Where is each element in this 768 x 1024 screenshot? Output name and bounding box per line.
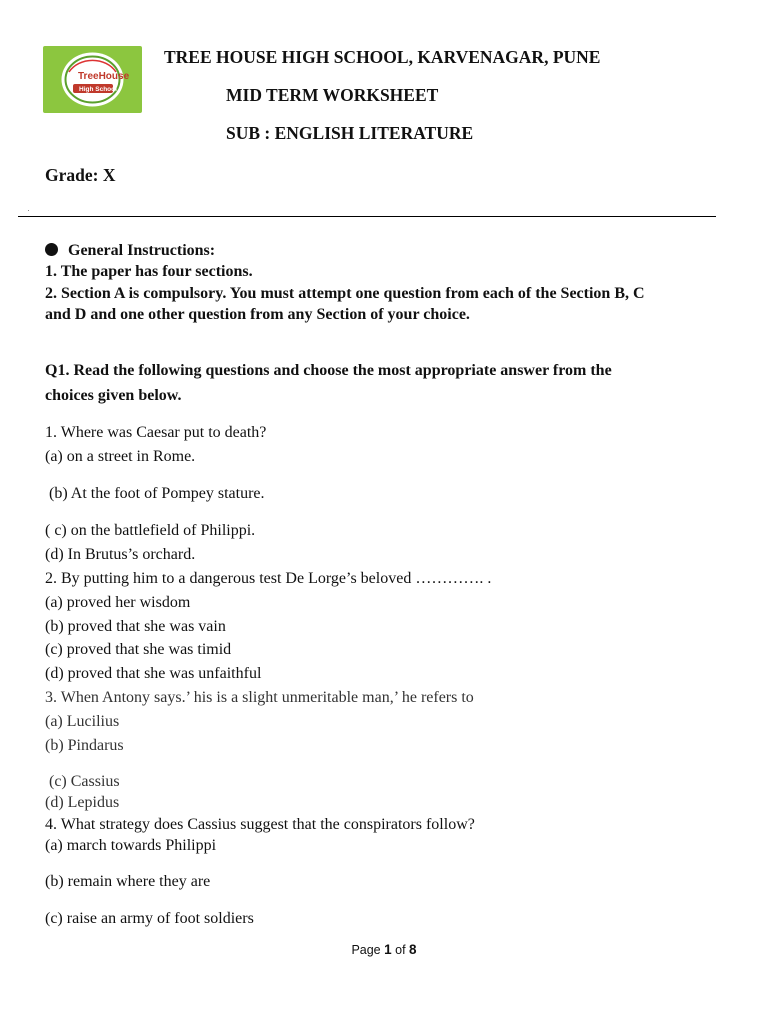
instruction-line: and D and one other question from any Section of your choice. <box>45 306 470 323</box>
question-text: 2. By putting him to a dangerous test De Lorge’s beloved …………. . <box>45 570 492 587</box>
header-divider <box>18 216 716 217</box>
current-page: 1 <box>384 942 392 957</box>
option-text: (d) In Brutus’s orchard. <box>45 546 196 563</box>
treehouse-logo-icon <box>43 46 142 113</box>
option-text: ( c) on the battlefield of Philippi. <box>45 522 256 539</box>
option-text: (c) raise an army of foot soldiers <box>45 910 254 927</box>
question-heading: choices given below. <box>45 387 182 404</box>
logo-subtitle: High School <box>79 86 117 93</box>
total-pages: 8 <box>409 942 417 957</box>
instruction-line: 1. The paper has four sections. <box>45 263 253 280</box>
option-text: (b) remain where they are <box>45 873 211 890</box>
instructions-heading-text: General Instructions: <box>68 242 216 259</box>
question-heading: Q1. Read the following questions and choose the most appropriate answer from the <box>45 362 612 379</box>
page-label: Page <box>351 943 381 957</box>
option-text: (c) Cassius <box>45 773 120 790</box>
option-text: (b) Pindarus <box>45 737 124 754</box>
instructions-heading <box>45 242 215 260</box>
option-text: (d) proved that she was unfaithful <box>45 665 262 682</box>
logo-name: TreeHouse <box>78 71 130 82</box>
school-logo <box>43 46 142 113</box>
bullet-icon <box>45 243 58 256</box>
stray-dot <box>28 210 29 211</box>
question-text: 4. What strategy does Cassius suggest that the conspirators follow? <box>45 816 475 833</box>
grade-label: Grade: X <box>45 165 116 185</box>
question-text: 1. Where was Caesar put to death? <box>45 424 267 441</box>
of-label: of <box>395 943 406 957</box>
option-text: (c) proved that she was timid <box>45 641 232 658</box>
option-text: (a) march towards Philippi <box>45 837 217 854</box>
option-text: (d) Lepidus <box>45 794 120 811</box>
instruction-line: 2. Section A is compulsory. You must attempt one question from each of the Section B, C <box>45 285 645 302</box>
option-text: (b) proved that she was vain <box>45 618 226 635</box>
question-text: 3. When Antony says.’ his is a slight unmeritable man,’ he refers to <box>45 689 474 706</box>
school-name: TREE HOUSE HIGH SCHOOL, KARVENAGAR, PUNE <box>164 47 601 67</box>
option-text: (a) proved her wisdom <box>45 594 191 611</box>
subject-title: SUB : ENGLISH LITERATURE <box>226 123 474 143</box>
worksheet-title: MID TERM WORKSHEET <box>226 85 439 105</box>
page-footer <box>0 942 768 957</box>
option-text: (b) At the foot of Pompey stature. <box>45 485 265 502</box>
option-text: (a) on a street in Rome. <box>45 448 196 465</box>
option-text: (a) Lucilius <box>45 713 120 730</box>
